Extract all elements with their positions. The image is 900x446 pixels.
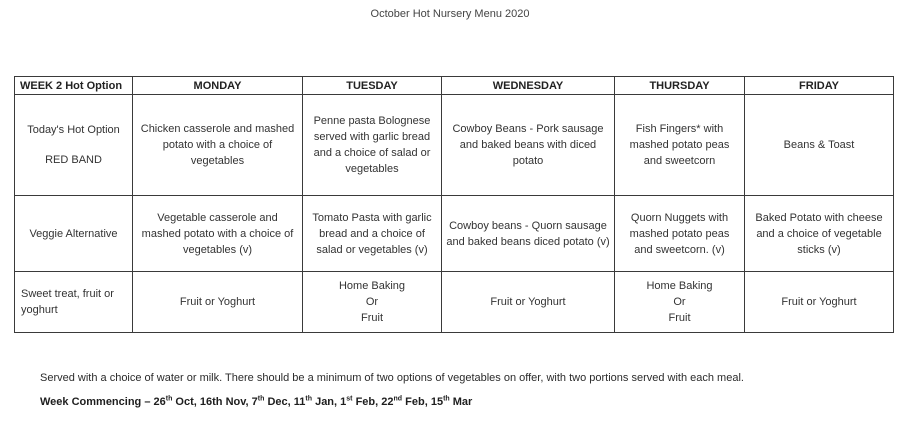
page-title: October Hot Nursery Menu 2020 (370, 8, 530, 20)
header-week: WEEK 2 Hot Option (15, 77, 133, 95)
header-tuesday: TUESDAY (303, 77, 442, 95)
table-row (15, 196, 894, 272)
menu-cell: Chicken casserole and mashed potato with a choice of vegetables (133, 95, 303, 196)
week-date: 11th Jan (293, 395, 335, 408)
week-date: 7th Dec (251, 395, 288, 408)
header-monday: MONDAY (133, 77, 303, 95)
menu-cell: Tomato Pasta with garlic bread and a choice of salad or vegetables (v) (303, 196, 442, 272)
menu-cell: Cowboy Beans - Pork sausage and baked beans with diced potato (442, 95, 615, 196)
week-dates: 26th Oct, 16th Nov, 7th Dec, 11th Jan, 1st Feb, 22nd Feb, 15th Mar (153, 395, 473, 408)
week-date: 16th Nov (199, 396, 246, 408)
week-commencing (40, 396, 472, 408)
header-thursday: THURSDAY (615, 77, 745, 95)
week-date: 15th Mar (430, 395, 473, 408)
menu-cell: Baked Potato with cheese and a choice of vegetable sticks (v) (745, 196, 894, 272)
menu-cell: Fruit or Yoghurt (745, 272, 894, 333)
menu-cell: Vegetable casserole and mashed potato with a choice of vegetables (v) (133, 196, 303, 272)
table-row (15, 272, 894, 333)
footnote: Served with a choice of water or milk. There should be a minimum of two options of vegetables on offer, with two portions served with each meal. (40, 372, 744, 384)
header-friday: FRIDAY (745, 77, 894, 95)
menu-cell: Penne pasta Bolognese served with garlic bread and a choice of salad or vegetables (303, 95, 442, 196)
week-date: 26th Oct (153, 395, 194, 408)
menu-cell: Beans & Toast (745, 95, 894, 196)
header-wednesday: WEDNESDAY (442, 77, 615, 95)
menu-cell: Quorn Nuggets with mashed potato peas and sweetcorn. (v) (615, 196, 745, 272)
row-label-text: Today's Hot Option (27, 124, 120, 136)
week-date: 22nd Feb (381, 395, 425, 408)
menu-table (14, 76, 894, 333)
menu-cell: Fish Fingers* with mashed potato peas and sweetcorn (615, 95, 745, 196)
row-label-hot-option (15, 95, 133, 196)
header-row (15, 77, 894, 95)
row-label-sweet: Sweet treat, fruit or yoghurt (15, 272, 133, 333)
week-date: 1st Feb (340, 395, 376, 408)
menu-cell: Cowboy beans - Quorn sausage and baked beans diced potato (v) (442, 196, 615, 272)
table-row (15, 95, 894, 196)
menu-cell: Home Baking Or Fruit (615, 272, 745, 333)
row-sublabel-red-band: RED BAND (45, 154, 102, 166)
menu-cell: Home Baking Or Fruit (303, 272, 442, 333)
menu-cell: Fruit or Yoghurt (133, 272, 303, 333)
menu-cell: Fruit or Yoghurt (442, 272, 615, 333)
row-label-veggie: Veggie Alternative (15, 196, 133, 272)
week-commencing-prefix: Week Commencing – (40, 396, 154, 408)
